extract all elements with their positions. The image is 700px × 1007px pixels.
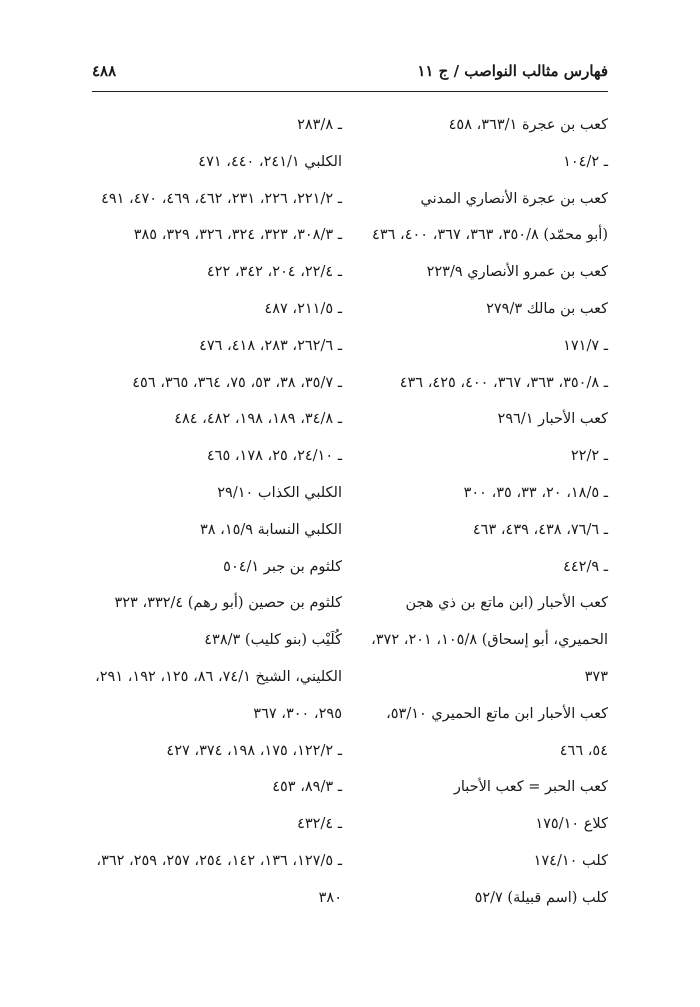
- index-entry: ـ ١٢٢/٢، ١٧٥، ١٩٨، ٣٧٤، ٤٢٧: [166, 742, 342, 759]
- index-entry: ـ ٧٦/٦، ٤٣٨، ٤٣٩، ٤٦٣: [472, 521, 608, 538]
- index-entry: الكليني، الشيخ ٧٤/١، ٨٦، ١٢٥، ١٩٢، ٢٩١،: [95, 668, 342, 685]
- index-entry: ـ ٢١١/٥، ٤٨٧: [264, 300, 342, 317]
- running-head: [92, 62, 608, 88]
- index-entry: كعب الأحبار ابن ماتع الحميري ٥٣/١٠،: [386, 705, 608, 722]
- index-entry: ـ ١٧١/٧: [563, 337, 608, 354]
- index-entry: ـ ٣٥/٧، ٣٨، ٥٣، ٧٥، ٣٦٤، ٣٦٥، ٤٥٦: [132, 374, 342, 391]
- page-number: ٤٨٨: [92, 62, 117, 80]
- index-entry: ـ ١٨/٥، ٢٠، ٣٣، ٣٥، ٣٠٠: [463, 484, 608, 501]
- index-entry: كُلَيْب (بنو كليب) ٤٣٨/٣: [204, 632, 342, 649]
- index-entry: كلب ١٧٤/١٠: [533, 852, 608, 869]
- index-column-left: [92, 112, 342, 922]
- index-entry: الكلبي الكذاب ٢٩/١٠: [217, 484, 342, 501]
- index-entry: الحميري، أبو إسحاق) ١٠٥/٨، ٢٠١، ٣٧٢،: [371, 632, 608, 649]
- index-entry: ـ ٤٣٢/٤: [297, 816, 342, 833]
- index-entry: كلثوم بن حصين (أبو رهم) ٣٣٢/٤، ٣٢٣: [114, 595, 342, 612]
- index-entry: كعب الأحبار ٢٩٦/١: [497, 411, 608, 428]
- index-entry: ـ ٤٤٢/٩: [563, 558, 608, 575]
- index-entry: كعب بن مالك ٢٧٩/٣: [486, 300, 608, 317]
- index-entry: ـ ٣٠٨/٣، ٣٢٣، ٣٢٤، ٣٢٦، ٣٢٩، ٣٨٥: [133, 227, 342, 244]
- index-column-right: [358, 112, 608, 922]
- index-entry: كلثوم بن جبر ٥٠٤/١: [223, 558, 342, 575]
- index-entry: كلب (اسم قبيلة) ٥٢/٧: [474, 889, 608, 906]
- index-entry: (أبو محمّد) ٣٥٠/٨، ٣٦٣، ٣٦٧، ٤٠٠، ٤٣٦: [372, 227, 608, 244]
- index-entry: كعب بن عجرة الأنصاري المدني: [420, 190, 608, 207]
- header-rule: [92, 91, 608, 92]
- index-entry: كلاع ١٧٥/١٠: [535, 816, 608, 833]
- index-entry: ـ ٣٥٠/٨، ٣٦٣، ٣٦٧، ٤٠٠، ٤٢٥، ٤٣٦: [399, 374, 608, 391]
- index-entry: كعب بن عمرو الأنصاري ٢٢٣/٩: [426, 264, 608, 281]
- index-entry: ـ ٢٢/٤، ٢٠٤، ٣٤٢، ٤٢٢: [206, 264, 342, 281]
- index-entry: ـ ٨٩/٣، ٤٥٣: [272, 779, 342, 796]
- index-entry: الكلبي ٢٤١/١، ٤٤٠، ٤٧١: [198, 153, 342, 170]
- index-entry: ٣٨٠: [318, 889, 342, 906]
- index-entry: كعب الحبر = كعب الأحبار: [453, 779, 608, 796]
- index-entry: ـ ٢٤/١٠، ٢٥، ١٧٨، ٤٦٥: [206, 448, 342, 465]
- index-entry: ٥٤، ٤٦٦: [559, 742, 608, 759]
- index-entry: ـ ١٠٤/٢: [563, 153, 608, 170]
- running-title: فهارس مثالب النواصب / ج ١١: [417, 62, 608, 80]
- index-entry: ـ ٢٢١/٢، ٢٢٦، ٢٣١، ٤٦٢، ٤٦٩، ٤٧٠، ٤٩١: [101, 190, 342, 207]
- index-entry: كعب بن عجرة ٣٦٣/١، ٤٥٨: [448, 117, 608, 133]
- index-entry: ـ ٢٢/٢: [570, 448, 608, 465]
- index-entry: الكلبي النسابة ١٥/٩، ٣٨: [199, 521, 342, 538]
- index-entry: ـ ٢٦٢/٦، ٢٨٣، ٤١٨، ٤٧٦: [199, 337, 342, 354]
- index-entry: ٢٩٥، ٣٠٠، ٣٦٧: [253, 705, 342, 722]
- index-entry: ـ ١٢٧/٥، ١٣٦، ١٤٢، ٢٥٤، ٢٥٧، ٢٥٩، ٣٦٢،: [96, 852, 342, 869]
- index-entry: ـ ٣٤/٨، ١٨٩، ١٩٨، ٤٨٢، ٤٨٤: [174, 411, 342, 428]
- index-entry: ـ ٢٨٣/٨: [297, 117, 342, 133]
- index-entry: كعب الأحبار (ابن ماتع بن ذي هجن: [405, 595, 608, 612]
- index-entry: ٣٧٣: [584, 668, 608, 685]
